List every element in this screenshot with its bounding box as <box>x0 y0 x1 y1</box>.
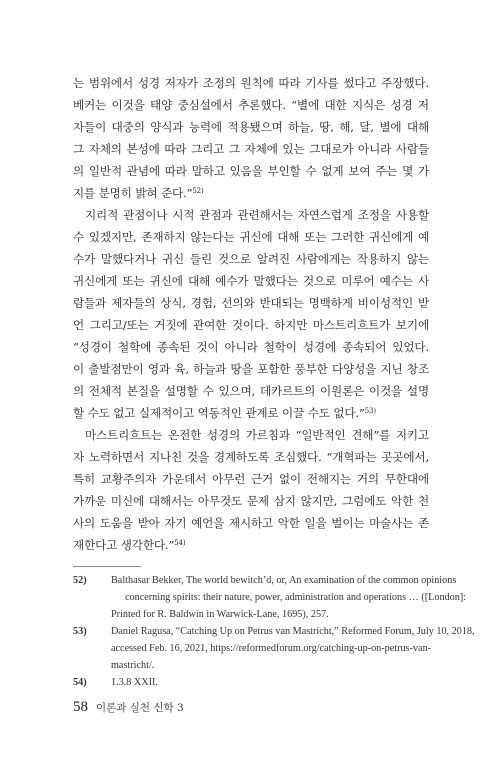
body-line: 자들이 대중의 양식과 능력에 적용됐으며 하늘, 땅, 해, 달, 별에 대해 <box>73 120 429 134</box>
body-line: 람들과 제자들의 상식, 경험, 선의와 반대되는 명백하게 비이성적인 받 <box>73 296 429 310</box>
footnote-text <box>111 623 475 674</box>
body-line: 사의 도움을 받아 자기 예언을 제시하고 악한 일을 벌이는 마술사는 존 <box>73 516 429 530</box>
footnote-ref: 53) <box>364 407 376 415</box>
body-line: 는 범위에서 성경 저자가 조정의 원칙에 따라 기사를 썼다고 주장했다. <box>73 76 429 90</box>
footnote-line: Daniel Ragusa, “Catching Up on Petrus van Mastricht,” Reformed Forum, July 10, 2018, <box>111 626 475 637</box>
body-line: 의 전체적 본질을 설명할 수 있으며, 데카르트의 이원론은 이것을 설명 <box>73 384 429 398</box>
footnote-ref: 52) <box>192 187 204 195</box>
body-line: 가까운 미신에 대해서는 아무것도 문제 삼지 않지만, 그럼에도 악한 천 <box>73 494 429 508</box>
body-line: 그 자체의 본성에 따라 그리고 그 자체에 있는 그대로가 아니라 사람들 <box>73 142 429 156</box>
running-title: 이론과 실천 신학 3 <box>96 702 184 714</box>
footnote-number: 52) <box>73 575 87 586</box>
page-footer <box>73 699 184 716</box>
footnote <box>73 674 433 691</box>
body-line <box>73 182 429 204</box>
footnote <box>73 572 467 623</box>
body-line: 지리적 관점이나 시적 관점과 관련해서는 자연스럽게 조정을 사용할 <box>85 208 429 222</box>
body-line <box>73 402 429 424</box>
body-line: 귀신에게 또는 귀신에 대해 예수가 말했다는 것으로 미루어 예수는 사 <box>73 274 429 288</box>
body-line: 수 있겠지만, 존재하지 않는다는 귀신에 대해 또는 그러한 귀신에게 예 <box>73 230 429 244</box>
body-line: 자 노력하면서 지나친 것을 경계하도록 조심했다. “개혁파는 곳곳에서, <box>73 450 429 464</box>
body-line: 베커는 이것을 태양 중심설에서 추론했다. “별에 대한 지식은 성경 저 <box>73 98 429 112</box>
body-line: 마스트리흐트는 온전한 성경의 가르침과 “일반적인 견해”를 지키고 <box>85 428 429 442</box>
body-line: 수가 말했다거나 귀신 들린 것으로 알려진 사람에게는 작용하지 않는 <box>73 252 429 266</box>
footnote-line: Printed for R. Baldwin in Warwick-Lane, 1695), 257. <box>111 609 329 620</box>
body-line: 언 그리고/또는 거짓에 관여한 것이다. 하지만 마스트리흐트가 보기에 <box>73 318 429 332</box>
footnote-ref: 54) <box>174 539 186 547</box>
footnote-divider <box>73 566 141 567</box>
footnote-text <box>111 674 433 691</box>
footnote-line: concerning spirits: their nature, power, administration and operations … ([London]: <box>125 592 467 603</box>
footnote-line: 1.3.8 XXII. <box>111 677 158 688</box>
body-line-text: 지를 분명히 밝혀 준다.” <box>73 186 193 200</box>
body-line: “성경이 철학에 종속된 것이 아니라 철학이 성경에 종속되어 있었다. <box>73 340 429 354</box>
footnote <box>73 623 475 674</box>
footnote-line: Balthasar Bekker, The world bewitch’d, or, An examination of the common opinions <box>111 575 457 586</box>
footnotes <box>73 572 475 691</box>
footnote-number: 54) <box>73 677 87 688</box>
footnote-text <box>111 572 466 623</box>
body-line-text: 할 수도 없고 실제적이고 역동적인 관계로 이끌 수도 없다.” <box>73 406 365 420</box>
footnote-line: accessed Feb. 16, 2021, https://reformedforum.org/catching-up-on-petrus-van- <box>111 643 432 654</box>
body-line: 의 일반적 관념에 따라 말하고 있음을 부인할 수 없게 보여 주는 몇 가 <box>73 164 429 178</box>
footnote-line: mastricht/. <box>111 660 155 671</box>
body-line: 이 출발점만이 영과 육, 하늘과 땅을 포함한 풍부한 다양성을 지닌 창조 <box>73 362 429 376</box>
body-text <box>73 72 429 556</box>
footnote-number: 53) <box>73 626 87 637</box>
page-number: 58 <box>73 699 88 715</box>
body-line <box>73 534 429 556</box>
body-line: 특히 교황주의자 가운데서 아무런 근거 없이 전해지는 거의 무한대에 <box>73 472 429 486</box>
body-line-text: 재한다고 생각한다.” <box>73 538 175 552</box>
